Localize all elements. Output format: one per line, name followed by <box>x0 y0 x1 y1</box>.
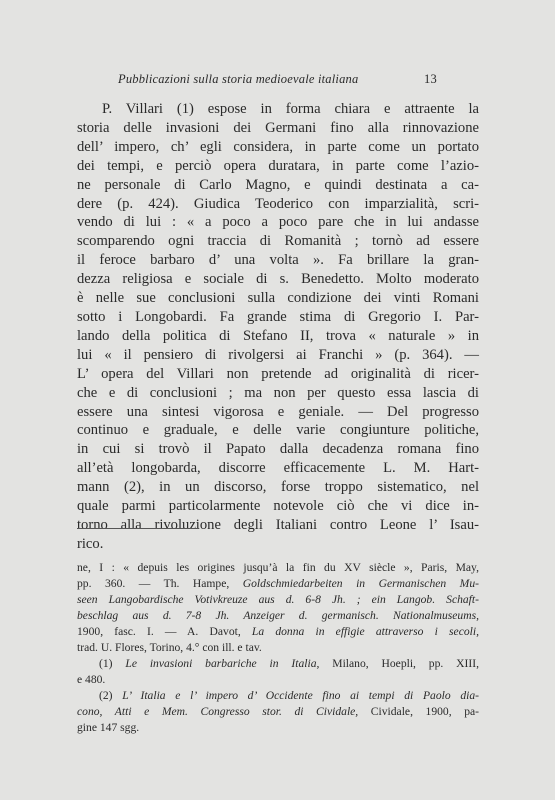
footnote-text: pp. 360. — Th. Hampe, <box>77 577 243 590</box>
footnote-text: Cividale, 1900, pa- <box>358 705 479 718</box>
text-line: è nelle sue conclusioni sulla condizione dei vinti Romani <box>77 290 479 307</box>
text-line: ne personale di Carlo Magno, e quindi destinata a ca- <box>77 176 479 193</box>
running-title: Pubblicazioni sulla storia medioevale italiana <box>118 72 359 86</box>
footnote-line: e 480. <box>77 673 106 686</box>
text-line: dere (p. 424). Giudica Teoderico con imparzialità, scri- <box>77 195 479 212</box>
text-line: essere una sintesi vigorosa e geniale. — Del progresso <box>77 403 479 420</box>
text-line: il feroce barbaro d’ una volta ». Fa brillare la gran- <box>77 252 479 269</box>
text-line: torno alla rivoluzione degli Italiani contro Leone l’ Isau- <box>77 516 479 533</box>
footnote-line <box>77 608 479 624</box>
footnote-title: Le invasioni barbariche in Italia, <box>125 657 320 670</box>
text-line: lui « il pensiero di rivolgersi ai Franchi » (p. 364). — <box>77 346 479 363</box>
running-header <box>118 72 437 87</box>
footnote-title: beschlag aus d. 7-8 Jh. Anzeiger d. germanisch. Nationalmuseums, <box>77 609 479 622</box>
footnote-title: L’ Italia e l’ impero d’ Occidente fino ai tempi di Paolo dia- <box>122 689 479 702</box>
page-number: 13 <box>424 72 437 86</box>
text-line: quale parmi particolarmente notevole ciò che vi dice in- <box>77 498 479 515</box>
text-line: dei tempi, e perciò opera duratara, in parte come l’azio- <box>77 157 479 174</box>
text-line: lando della politica di Stefano II, trova « naturale » in <box>77 327 479 344</box>
footnote-title: seen Langobardische Votivkreuze aus d. 6-8 Jh. ; ein Langob. Schaft- <box>77 593 479 606</box>
footnote-line: gine 147 sgg. <box>77 721 140 734</box>
footnote-line <box>77 704 479 720</box>
text-line: scomparendo ogni traccia di Romanità ; tornò ad essere <box>77 233 479 250</box>
footnote-marker: (2) <box>99 689 123 702</box>
text-line: sotto i Longobardi. Fa grande stima di Gregorio I. Par- <box>77 308 479 325</box>
footnote-line <box>77 624 479 640</box>
footnote-separator <box>77 528 199 529</box>
footnote-line <box>77 576 479 592</box>
footnote-title: La donna in effigie attraverso i secoli, <box>251 625 479 638</box>
footnote-text: 1900, fasc. I. — A. Davot, <box>77 625 252 638</box>
text-line: storia delle invasioni dei Germani fino alla rinnovazione <box>77 119 479 136</box>
text-line: L’ opera del Villari non pretende ad originalità di ricer- <box>77 365 479 382</box>
text-line: dezza religiosa e sociale di s. Benedetto. Molto moderato <box>77 271 479 288</box>
text-line: vendo di lui : « a poco a poco pare che in lui andasse <box>77 214 479 231</box>
footnote-line: ne, I : « depuis les origines jusqu’à la fin du XV siècle », Paris, May, <box>77 561 479 574</box>
text-line: P. Villari (1) espose in forma chiara e attraente la <box>102 101 479 117</box>
text-line: rico. <box>77 535 104 552</box>
text-line: dell’ impero, ch’ egli considera, in parte come un portato <box>77 138 479 155</box>
text-line: mann (2), in un discorso, forse troppo sistematico, nel <box>77 479 479 496</box>
footnote-line <box>77 592 479 608</box>
text-line: che e di conclusioni ; ma non per questo essa lascia di <box>77 384 479 401</box>
text-line: all’età longobarda, discorre efficacemente L. M. Hart- <box>77 460 479 477</box>
footnote-text: Milano, Hoepli, pp. XIII, <box>319 657 479 670</box>
footnote-line: trad. U. Flores, Torino, 4.° con ill. e tav. <box>77 641 262 654</box>
footnote-title: cono, Atti e Mem. Congresso stor. di Cividale, <box>77 705 359 718</box>
footnotes <box>77 560 479 736</box>
footnote-2 <box>77 688 479 704</box>
text-line: in cui si trovò il Papato dalla decadenza romana fino <box>77 441 479 458</box>
body-text <box>77 100 479 554</box>
footnote-title: Goldschmiedarbeiten in Germanischen Mu- <box>242 577 479 590</box>
footnote-1 <box>77 656 479 672</box>
text-line: continuo e graduale, e delle varie congiunture politiche, <box>77 422 479 439</box>
footnote-marker: (1) <box>99 657 126 670</box>
